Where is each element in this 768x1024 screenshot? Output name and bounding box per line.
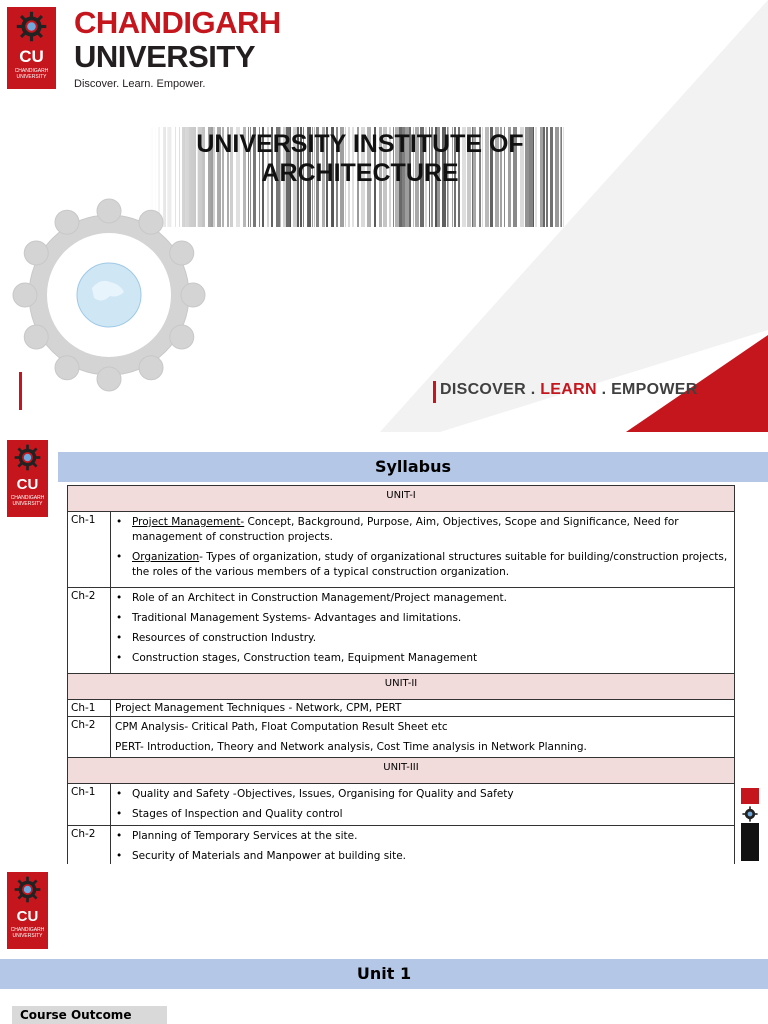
gear-logo-icon <box>16 11 47 42</box>
motto <box>440 381 698 399</box>
gear-lobe <box>170 241 194 265</box>
logo-sub-line1: CHANDIGARH <box>10 495 45 501</box>
institute-title-line1: UNIVERSITY INSTITUTE OF <box>196 130 524 158</box>
paragraph: PERT- Introduction, Theory and Network analysis, Cost Time analysis in Network Planning. <box>115 741 587 753</box>
gear-lobe <box>170 325 194 349</box>
chapter-label: Ch-1 <box>68 784 111 826</box>
gear-lobe <box>13 283 37 307</box>
unit-heading: UNIT-II <box>68 674 735 700</box>
logo-sub-line2: UNIVERSITY <box>16 74 47 80</box>
gear-lobe <box>139 210 163 234</box>
gear-lobe <box>55 356 79 380</box>
topic-text: Concept, Background, Purpose, Aim, Objectives, Scope and Significance, Need for management of construction projects. <box>132 516 679 543</box>
institute-title-line2: ARCHITECTURE <box>261 159 459 187</box>
logo-badge-small <box>7 440 48 517</box>
syllabus-title-bar: Syllabus <box>58 452 768 482</box>
chapter-content: Project Management Techniques - Network, CPM, PERT <box>111 700 735 717</box>
table-row <box>68 700 735 717</box>
logo-initials: CU <box>16 908 39 925</box>
unit-row <box>68 674 735 700</box>
side-black-block <box>741 823 759 861</box>
gear-logo-icon <box>14 876 41 903</box>
syllabus-table <box>67 485 735 864</box>
table-row <box>68 826 735 865</box>
gear-lobe <box>55 210 79 234</box>
list-item <box>132 550 730 580</box>
motto-learn: LEARN <box>540 381 597 398</box>
chapter-label: Ch-1 <box>68 512 111 588</box>
unit-row <box>68 486 735 512</box>
list-item: • Traditional Management Systems- Advantages and limitations. <box>132 611 730 626</box>
list-item: • Stages of Inspection and Quality control <box>132 807 730 822</box>
gear-lobe <box>139 356 163 380</box>
logo-sub-line1: CHANDIGARH <box>10 927 45 933</box>
gear-lobe <box>24 325 48 349</box>
logo-badge <box>7 7 56 89</box>
chapter-label: Ch-2 <box>68 826 111 865</box>
unit-row <box>68 758 735 784</box>
gear-lobe <box>181 283 205 307</box>
brand-name-line1: CHANDIGARH <box>74 5 281 40</box>
chapter-content <box>111 717 735 758</box>
unit-heading: UNIT-III <box>68 758 735 784</box>
chapter-content <box>111 512 735 588</box>
logo-sub-line2: UNIVERSITY <box>12 501 43 507</box>
logo-sub-line1: CHANDIGARH <box>14 68 49 74</box>
table-row <box>68 784 735 826</box>
brand-tagline: Discover. Learn. Empower. <box>74 78 206 90</box>
topic-link[interactable]: Project Management- <box>132 516 245 528</box>
side-gear-icon <box>741 806 759 822</box>
list-item <box>132 515 730 545</box>
unit1-title-bar: Unit 1 <box>0 959 768 989</box>
logo-sub-line2: UNIVERSITY <box>12 933 43 939</box>
list-item: • Quality and Safety -Objectives, Issues, Organising for Quality and Safety <box>132 787 730 802</box>
table-row <box>68 512 735 588</box>
chapter-content <box>111 588 735 674</box>
topic-text: - Types of organization, study of organizational structures suitable for building/construction projects, the roles of the various members of a typical construction organization. <box>132 551 728 578</box>
cover-slide <box>0 0 768 432</box>
table-row <box>68 588 735 674</box>
gear-lobe <box>24 241 48 265</box>
left-red-accent <box>19 372 22 410</box>
logo-initials: CU <box>16 476 39 493</box>
logo-badge-small <box>7 872 48 949</box>
chapter-content <box>111 784 735 826</box>
side-red-block <box>741 788 759 804</box>
gear-lobe <box>97 199 121 223</box>
motto-empower: . EMPOWER <box>596 381 698 398</box>
motto-discover: DISCOVER . <box>440 381 541 398</box>
unit-heading: UNIT-I <box>68 486 735 512</box>
chapter-content <box>111 826 735 865</box>
table-row <box>68 717 735 758</box>
paragraph: CPM Analysis- Critical Path, Float Computation Result Sheet etc <box>115 721 448 733</box>
list-item: • Construction stages, Construction team, Equipment Management <box>132 651 730 666</box>
motto-red-accent <box>433 381 436 403</box>
list-item: • Resources of construction Industry. <box>132 631 730 646</box>
syllabus-slide <box>0 432 768 864</box>
brand-name-line2: UNIVERSITY <box>74 39 256 74</box>
topic-link[interactable]: Organization <box>132 551 200 563</box>
course-outcome-label: Course Outcome <box>12 1006 167 1024</box>
gear-lobe <box>97 367 121 391</box>
gear-logo-icon <box>14 444 41 471</box>
list-item: • Planning of Temporary Services at the site. <box>132 829 730 844</box>
list-item: • Role of an Architect in Construction Management/Project management. <box>132 591 730 606</box>
chapter-label: Ch-2 <box>68 717 111 758</box>
chapter-label: Ch-1 <box>68 700 111 717</box>
globe-gear-icon <box>6 198 212 394</box>
institute-title <box>80 130 640 188</box>
chapter-label: Ch-2 <box>68 588 111 674</box>
logo-initials: CU <box>19 47 44 66</box>
list-item: • Security of Materials and Manpower at building site. <box>132 849 730 864</box>
